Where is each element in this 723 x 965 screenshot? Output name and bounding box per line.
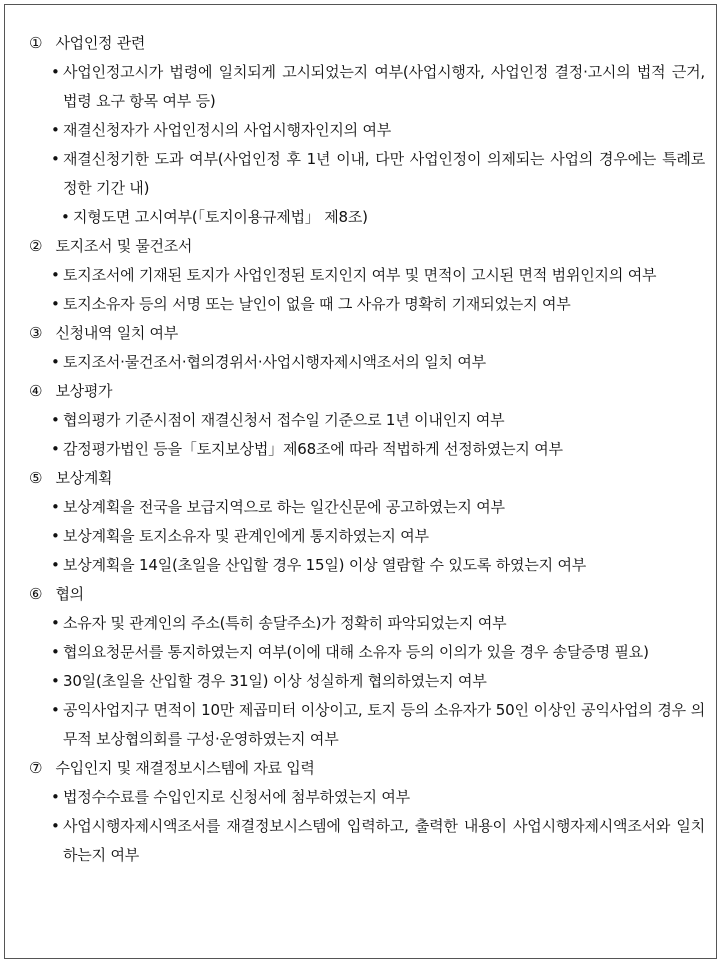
section-number: ① xyxy=(29,34,43,52)
section-title: 신청내역 일치 여부 xyxy=(55,324,178,342)
section-title: 협의 xyxy=(55,585,84,603)
list-item: • 사업인정고시가 법령에 일치되게 고시되었는지 여부(사업시행자, 사업인정 결정·고시의 법적 근거, 법령 요구 항목 여부 등) xyxy=(29,58,705,116)
section-number: ④ xyxy=(29,382,43,400)
bullet-icon: • xyxy=(51,121,60,139)
bullet-icon: • xyxy=(51,643,60,661)
section-heading xyxy=(29,580,705,609)
list-item: • 보상계획을 14일(초일을 산입할 경우 15일) 이상 열람할 수 있도록 하였는지 여부 xyxy=(29,551,705,580)
section-number: ⑤ xyxy=(29,469,43,487)
bullet-icon: • xyxy=(51,440,60,458)
list-item: • 토지조서에 기재된 토지가 사업인정된 토지인지 여부 및 면적이 고시된 면적 범위인지의 여부 xyxy=(29,261,705,290)
section-number: ⑥ xyxy=(29,585,43,603)
list-item: • 30일(초일을 산입할 경우 31일) 이상 성실하게 협의하였는지 여부 xyxy=(29,667,705,696)
section-title: 수입인지 및 재결정보시스템에 자료 입력 xyxy=(55,759,315,777)
list-item: • 보상계획을 토지소유자 및 관계인에게 통지하였는지 여부 xyxy=(29,522,705,551)
bullet-icon: • xyxy=(51,527,60,545)
checklist-box xyxy=(4,4,717,959)
bullet-icon: • xyxy=(51,150,60,168)
list-item: • 토지조서·물건조서·협의경위서·사업시행자제시액조서의 일치 여부 xyxy=(29,348,705,377)
section-heading xyxy=(29,377,705,406)
list-item: • 보상계획을 전국을 보급지역으로 하는 일간신문에 공고하였는지 여부 xyxy=(29,493,705,522)
section-heading xyxy=(29,232,705,261)
bullet-icon: • xyxy=(51,498,60,516)
section-heading xyxy=(29,29,705,58)
list-item: • 협의요청문서를 통지하였는지 여부(이에 대해 소유자 등의 이의가 있을 경우 송달증명 필요) xyxy=(29,638,705,667)
list-item: • 지형도면 고시여부(「토지이용규제법」 제8조) xyxy=(29,203,705,232)
bullet-icon: • xyxy=(51,614,60,632)
list-item: • 재결신청자가 사업인정시의 사업시행자인지의 여부 xyxy=(29,116,705,145)
bullet-icon: • xyxy=(51,817,60,835)
section-title: 토지조서 및 물건조서 xyxy=(55,237,193,255)
bullet-icon: • xyxy=(61,208,70,226)
section-title: 사업인정 관련 xyxy=(55,34,146,52)
bullet-icon: • xyxy=(51,672,60,690)
list-item: • 감정평가법인 등을「토지보상법」제68조에 따라 적법하게 선정하였는지 여부 xyxy=(29,435,705,464)
bullet-icon: • xyxy=(51,266,60,284)
section-number: ② xyxy=(29,237,43,255)
checklist-content xyxy=(29,29,705,870)
section-heading xyxy=(29,319,705,348)
list-item: • 법정수수료를 수입인지로 신청서에 첨부하였는지 여부 xyxy=(29,783,705,812)
bullet-icon: • xyxy=(51,353,60,371)
section-title: 보상계획 xyxy=(55,469,113,487)
bullet-icon: • xyxy=(51,295,60,313)
list-item: • 토지소유자 등의 서명 또는 날인이 없을 때 그 사유가 명확히 기재되었는지 여부 xyxy=(29,290,705,319)
bullet-icon: • xyxy=(51,556,60,574)
section-heading xyxy=(29,464,705,493)
list-item: • 소유자 및 관계인의 주소(특히 송달주소)가 정확히 파악되었는지 여부 xyxy=(29,609,705,638)
list-item: • 협의평가 기준시점이 재결신청서 접수일 기준으로 1년 이내인지 여부 xyxy=(29,406,705,435)
section-heading xyxy=(29,754,705,783)
bullet-icon: • xyxy=(51,411,60,429)
list-item: • 공익사업지구 면적이 10만 제곱미터 이상이고, 토지 등의 소유자가 50인 이상인 공익사업의 경우 의무적 보상협의회를 구성·운영하였는지 여부 xyxy=(29,696,705,754)
section-title: 보상평가 xyxy=(55,382,113,400)
bullet-icon: • xyxy=(51,63,60,81)
list-item: • 재결신청기한 도과 여부(사업인정 후 1년 이내, 다만 사업인정이 의제되는 사업의 경우에는 특례로 정한 기간 내) xyxy=(29,145,705,203)
bullet-icon: • xyxy=(51,701,60,719)
section-number: ⑦ xyxy=(29,759,43,777)
bullet-icon: • xyxy=(51,788,60,806)
section-number: ③ xyxy=(29,324,43,342)
list-item: • 사업시행자제시액조서를 재결정보시스템에 입력하고, 출력한 내용이 사업시행자제시액조서와 일치하는지 여부 xyxy=(29,812,705,870)
